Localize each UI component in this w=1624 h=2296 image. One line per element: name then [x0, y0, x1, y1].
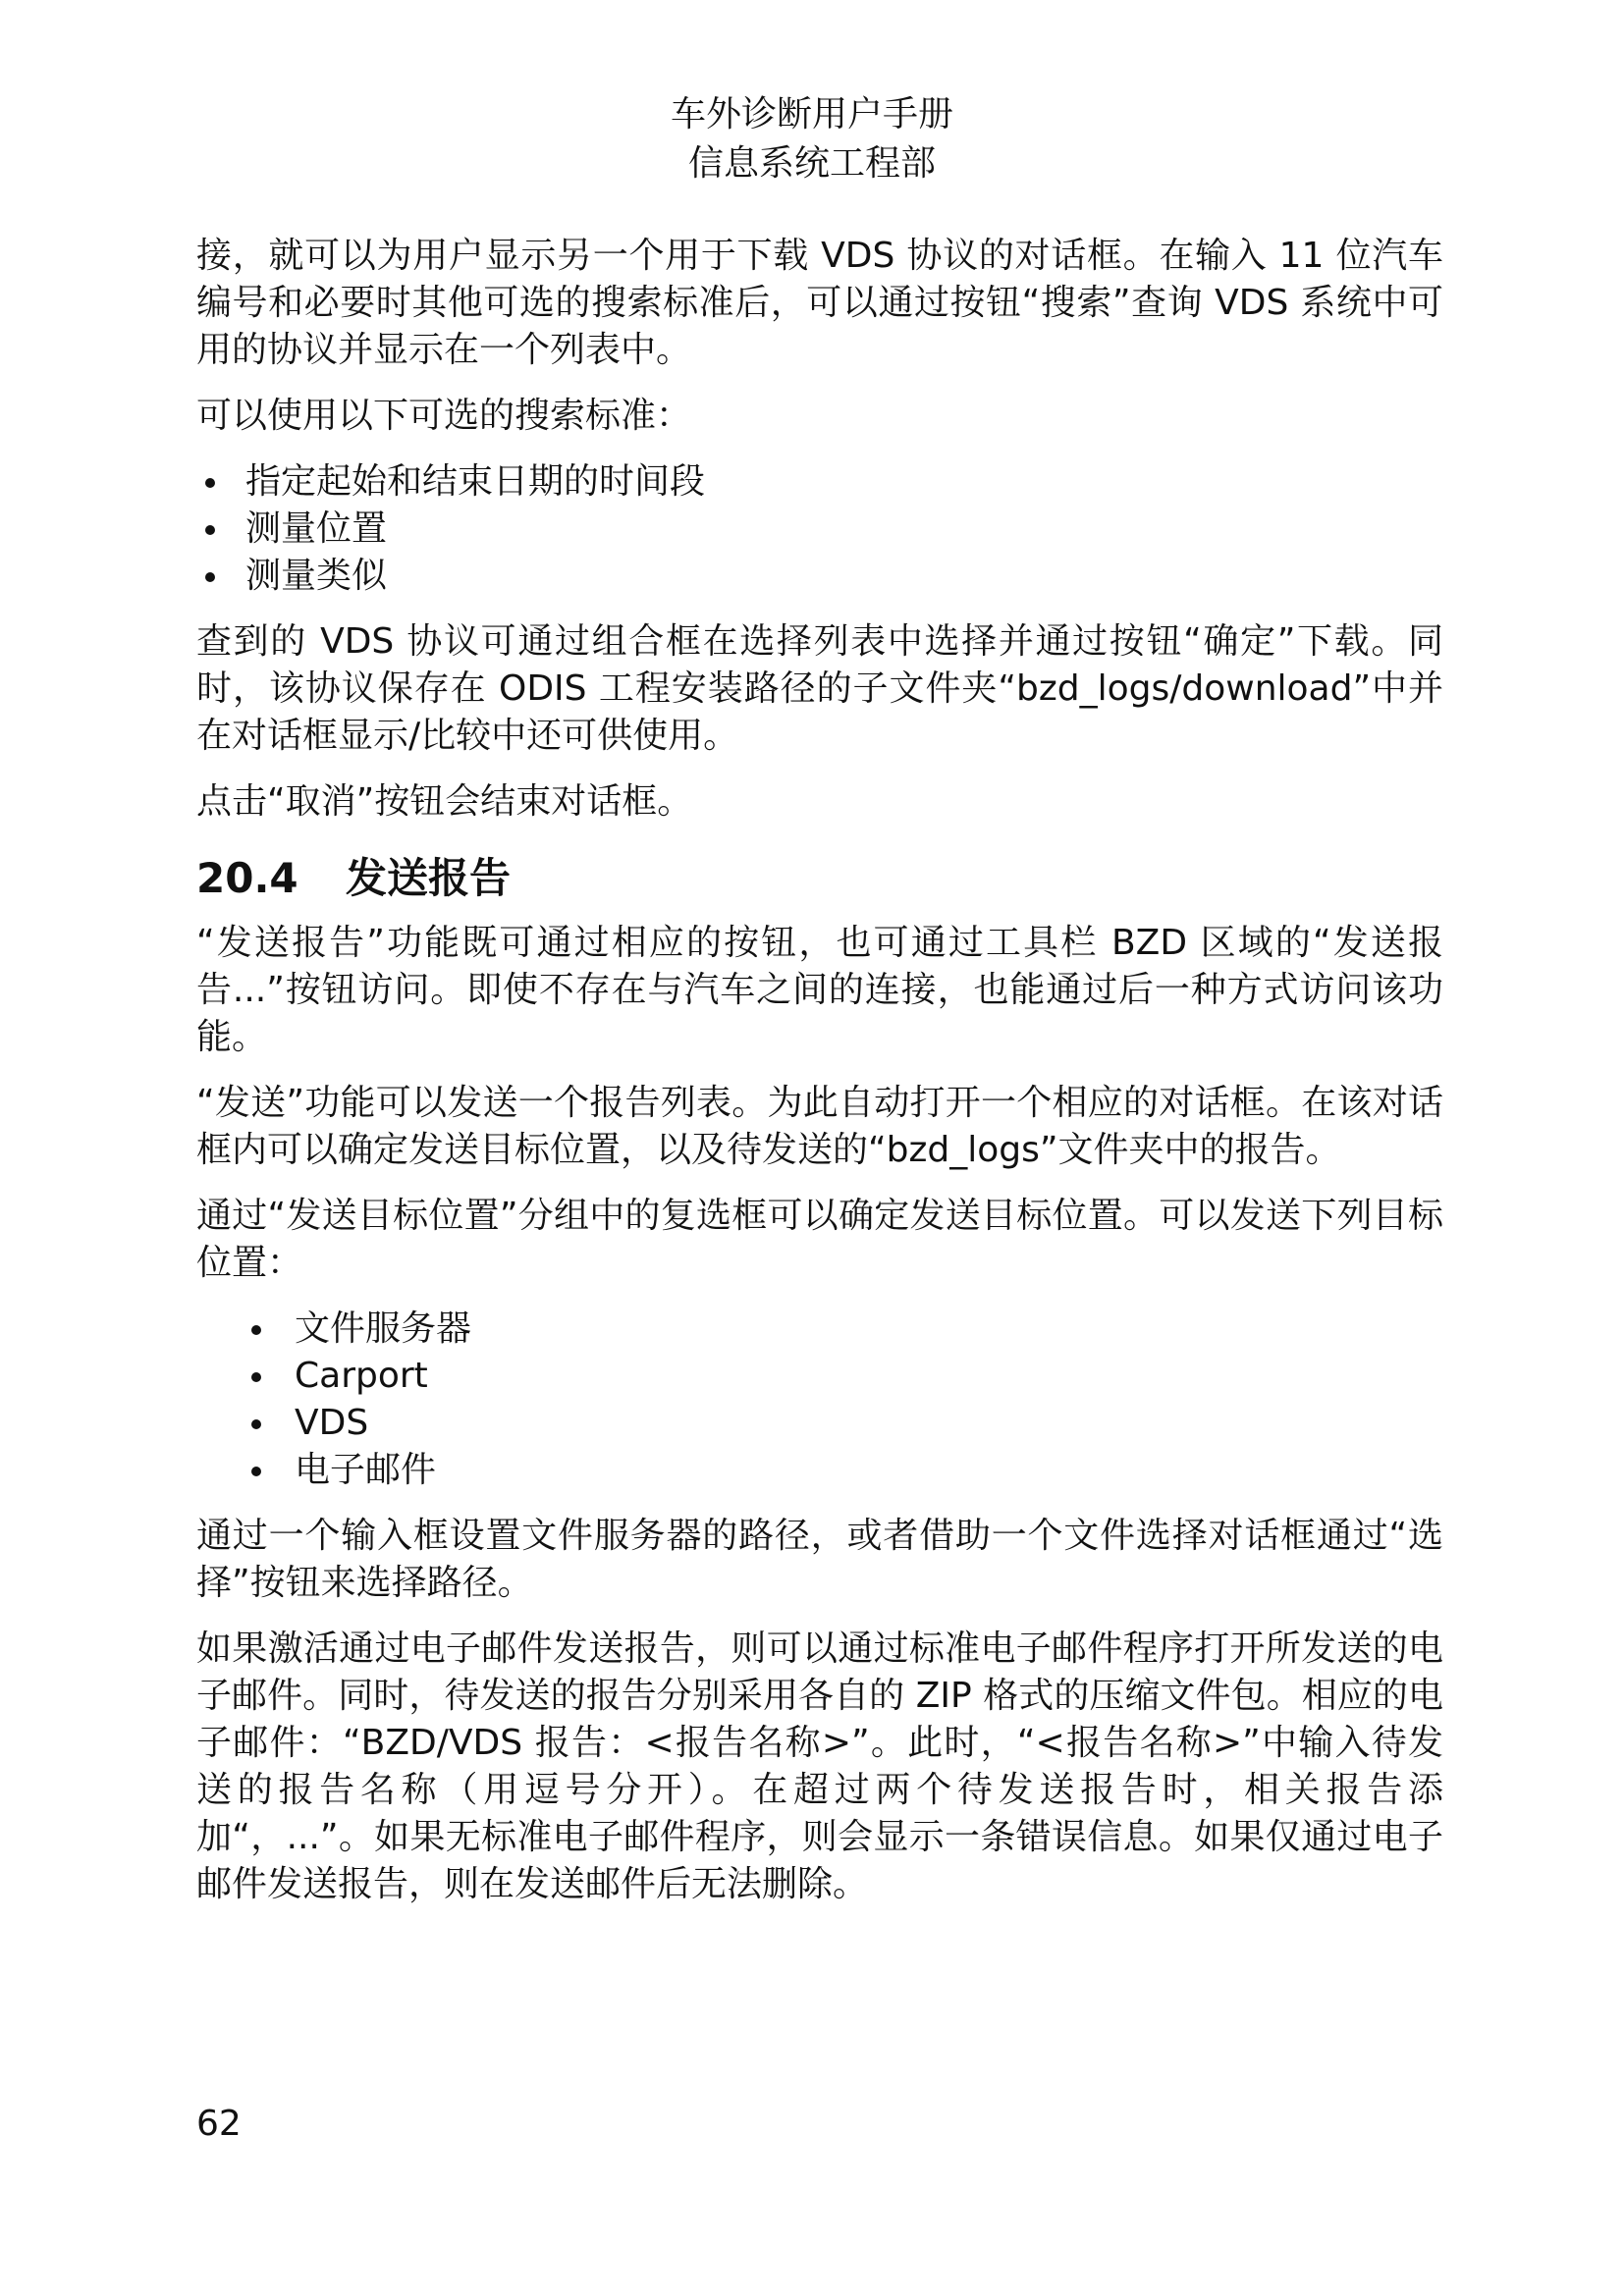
- paragraph-send-targets-intro: 通过“发送目标位置”分组中的复选框可以确定发送目标位置。可以发送下列目标位置：: [196, 1196, 1443, 1283]
- list-item: Carport: [196, 1353, 1443, 1400]
- paragraph-email-sending: 如果激活通过电子邮件发送报告，则可以通过标准电子邮件程序打开所发送的电子邮件。同时，待发送的报告分别采用各自的 ZIP 格式的压缩文件包。相应的电子邮件：“BZD/VDS 报告：<报告名称>”。此时，“<报告名称>”中输入待发送的报告名称（用逗号分开）。在超过两个待发送报告时，相关报告添加“，...”。如果无标准电子邮件程序，则会显示一条错误信息。如果仅通过电子邮件发送报告，则在发送邮件后无法删除。: [196, 1629, 1443, 1904]
- list-item: VDS: [196, 1400, 1443, 1447]
- list-item: 测量位置: [196, 506, 1443, 553]
- paragraph-vds-download-dialog: 接，就可以为用户显示另一个用于下载 VDS 协议的对话框。在输入 11 位汽车编号和必要时其他可选的搜索标准后，可以通过按钮“搜索”查询 VDS 系统中可用的协议并显示在一个列表中。: [196, 236, 1443, 370]
- section-title: 发送报告: [346, 854, 512, 902]
- header-title: 车外诊断用户手册: [670, 94, 953, 134]
- page-content: [196, 233, 1443, 1927]
- section-heading: [196, 851, 1443, 906]
- list-item: 文件服务器: [196, 1306, 1443, 1353]
- paragraph-file-server-path: 通过一个输入框设置文件服务器的路径，或者借助一个文件选择对话框通过“选择”按钮来选择路径。: [196, 1516, 1443, 1603]
- section-number: 20.4: [196, 854, 298, 902]
- send-targets-list: [196, 1306, 1443, 1494]
- paragraph-search-criteria-intro: 可以使用以下可选的搜索标准：: [196, 396, 692, 436]
- paragraph-vds-protocol-download: 查到的 VDS 协议可通过组合框在选择列表中选择并通过按钮“确定”下载。同时，该协议保存在 ODIS 工程安装路径的子文件夹“bzd_logs/download”中并在对话框显示/比较中还可供使用。: [196, 621, 1443, 756]
- paragraph-cancel-button: 点击“取消”按钮会结束对话框。: [196, 781, 693, 822]
- list-item: 指定起始和结束日期的时间段: [196, 458, 1443, 506]
- list-item: 测量类似: [196, 553, 1443, 600]
- page-number: 62: [196, 2104, 242, 2144]
- page-header: [0, 90, 1624, 188]
- list-item: 电子邮件: [196, 1447, 1443, 1494]
- header-department: 信息系统工程部: [687, 143, 936, 184]
- paragraph-send-function: “发送”功能可以发送一个报告列表。为此自动打开一个相应的对话框。在该对话框内可以确定发送目标位置，以及待发送的“bzd_logs”文件夹中的报告。: [196, 1083, 1443, 1170]
- paragraph-send-report-access: “发送报告”功能既可通过相应的按钮，也可通过工具栏 BZD 区域的“发送报告...”按钮访问。即使不存在与汽车之间的连接，也能通过后一种方式访问该功能。: [196, 923, 1443, 1057]
- search-criteria-list: [196, 458, 1443, 600]
